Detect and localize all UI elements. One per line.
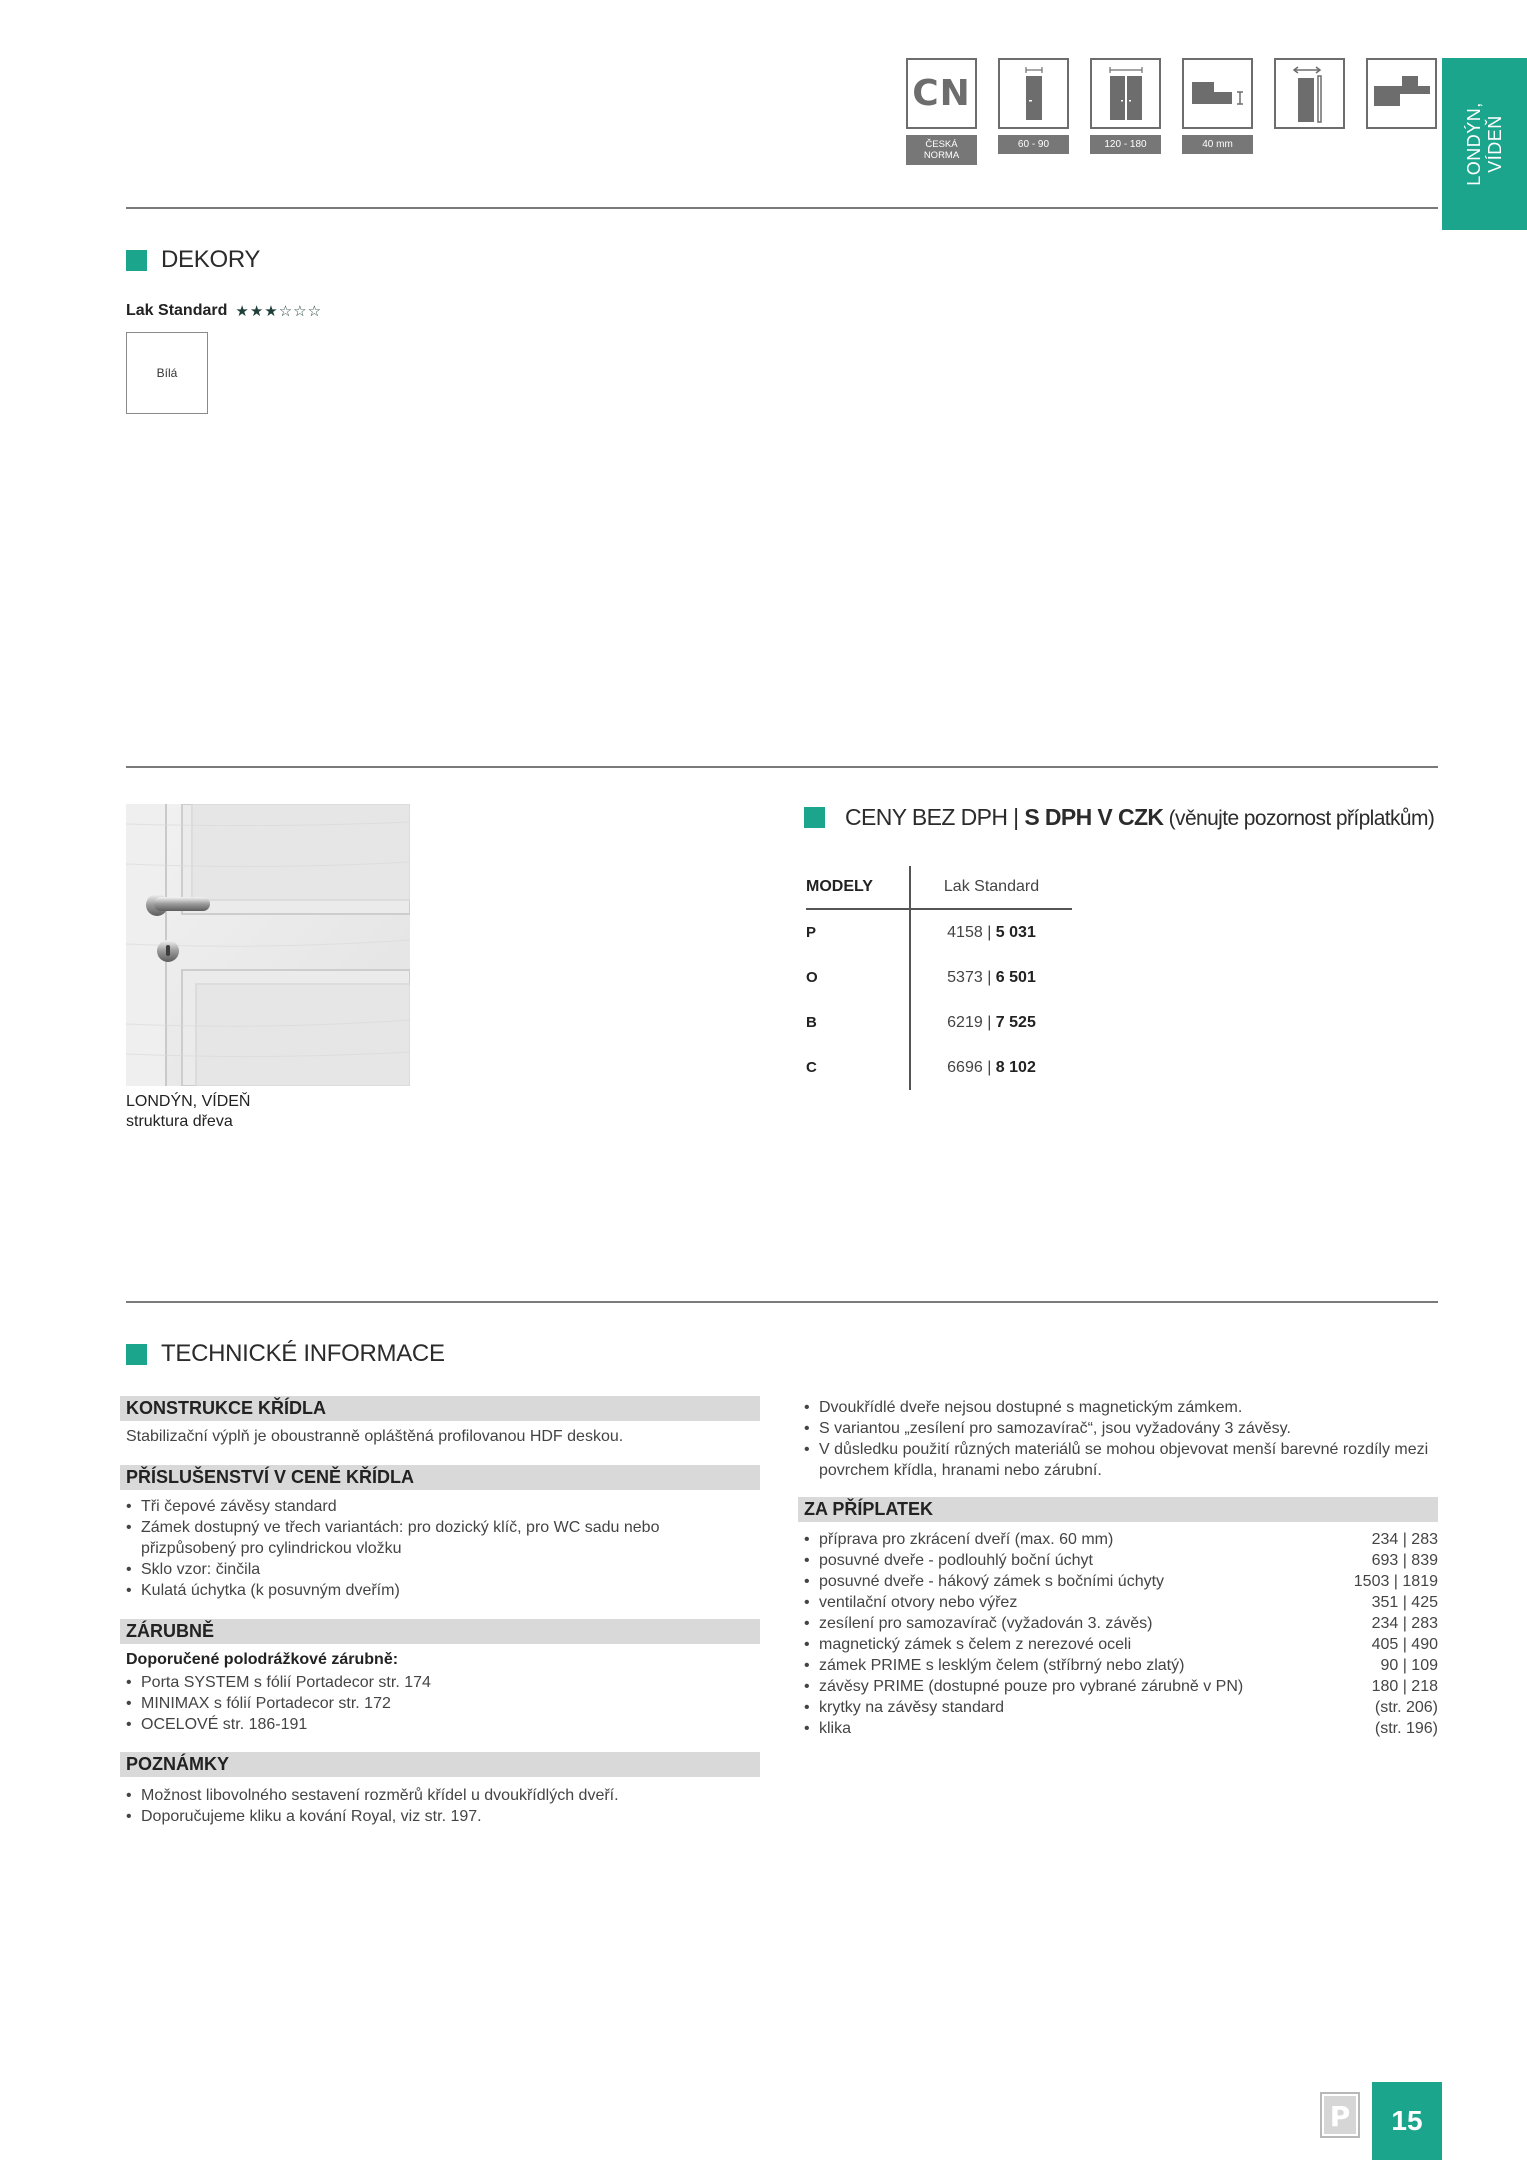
table-row: P 4158 | 5 031 xyxy=(806,910,1072,955)
thickness-icon xyxy=(1182,58,1253,129)
rule-mid xyxy=(126,766,1438,768)
konstrukce-band: KONSTRUKCE KŘÍDLA xyxy=(120,1396,760,1421)
spec-icons xyxy=(906,58,1437,165)
cn-icon: CN xyxy=(906,58,977,129)
list-item: • V důsledku použití různých materiálů se mohou objevovat menší barevné rozdíly mezi povrchem křídla, hranami nebo zárubní. xyxy=(804,1439,1438,1481)
thickness-label: 40 mm xyxy=(1182,135,1253,154)
list-item: • MINIMAX s fólií Portadecor str. 172 xyxy=(126,1693,756,1714)
frame-badge xyxy=(1366,58,1437,165)
rule-top xyxy=(126,207,1438,209)
double-door-icon xyxy=(1090,58,1161,129)
prislusenstvi-band: PŘÍSLUŠENSTVÍ V CENĚ KŘÍDLA xyxy=(120,1465,760,1490)
prislusenstvi-list xyxy=(126,1496,756,1601)
brand-logo-icon xyxy=(1320,2092,1360,2138)
surcharge-list xyxy=(804,1529,1438,1739)
ceska-norma-badge xyxy=(906,58,977,165)
accent-square xyxy=(804,807,825,828)
list-item: • Porta SYSTEM s fólií Portadecor str. 174 xyxy=(126,1672,756,1693)
star-empty-icon: ☆ xyxy=(293,302,307,320)
list-item: • Kulatá úchytka (k posuvným dveřím) xyxy=(126,1580,756,1601)
list-item: • ventilační otvory nebo výřez 351 | 425 xyxy=(804,1592,1438,1613)
list-item: • posuvné dveře - hákový zámek s bočními úchyty 1503 | 1819 xyxy=(804,1571,1438,1592)
dekory-heading: DEKORY xyxy=(126,246,260,274)
poznamky-band: POZNÁMKY xyxy=(120,1752,760,1777)
decor-swatch[interactable] xyxy=(126,332,208,414)
side-tab xyxy=(1442,58,1527,230)
list-item: • posuvné dveře - podlouhlý boční úchyt 693 | 839 xyxy=(804,1550,1438,1571)
accent-square xyxy=(126,1344,147,1365)
rule-bottom xyxy=(126,1301,1438,1303)
table-row: B 6219 | 7 525 xyxy=(806,1000,1072,1045)
list-item: • příprava pro zkrácení dveří (max. 60 mm) 234 | 283 xyxy=(804,1529,1438,1550)
star-empty-icon: ☆ xyxy=(307,302,322,320)
double-door-badge xyxy=(1090,58,1161,165)
swatch-label: Bílá xyxy=(156,366,178,380)
list-item: • Doporučujeme kliku a kování Royal, viz str. 197. xyxy=(126,1806,756,1827)
single-door-label: 60 - 90 xyxy=(998,135,1069,154)
ceska-norma-label: ČESKÁ NORMA xyxy=(906,135,977,165)
side-tab-label: LONDÝN, VÍDEŇ xyxy=(1463,102,1505,186)
single-door-badge xyxy=(998,58,1069,165)
price-table-header: MODELY Lak Standard xyxy=(806,866,1072,910)
rating-stars xyxy=(235,304,321,319)
svg-text:P: P xyxy=(1329,2100,1351,2133)
zarubne-list xyxy=(126,1672,756,1735)
single-door-icon xyxy=(998,58,1069,129)
list-item: • S variantou „zesílení pro samozavírač“, jsou vyžadovány 3 závěsy. xyxy=(804,1418,1438,1439)
sliding-door-icon xyxy=(1274,58,1345,129)
list-item: • Sklo vzor: činčila xyxy=(126,1559,756,1580)
list-item: • Možnost libovolného sestavení rozměrů křídel u dvoukřídlých dveří. xyxy=(126,1785,756,1806)
list-item: • Dvoukřídlé dveře nejsou dostupné s magnetickým zámkem. xyxy=(804,1397,1438,1418)
finish-name: Lak Standard xyxy=(126,302,228,319)
priplatek-band: ZA PŘÍPLATEK xyxy=(798,1497,1438,1522)
sliding-door-badge xyxy=(1274,58,1345,165)
door-caption: LONDÝN, VÍDEŇ struktura dřeva xyxy=(126,1093,251,1130)
price-table xyxy=(806,866,1072,1090)
list-item: • Zámek dostupný ve třech variantách: pro dozický klíč, pro WC sadu nebo přizpůsobený pro cylindrickou vložku xyxy=(126,1517,756,1559)
prices-heading: CENY BEZ DPH | S DPH V CZK (věnujte pozornost příplatkům) xyxy=(804,804,1434,831)
star-filled-icon: ★ xyxy=(249,302,264,320)
konstrukce-text: Stabilizační výplň je oboustranně opláštěná profilovanou HDF deskou. xyxy=(126,1428,624,1445)
list-item: • závěsy PRIME (dostupné pouze pro vybrané zárubně v PN) 180 | 218 xyxy=(804,1676,1438,1697)
poznamky-list xyxy=(126,1785,756,1827)
star-empty-icon: ☆ xyxy=(278,302,293,320)
thickness-badge xyxy=(1182,58,1253,165)
star-filled-icon: ★ xyxy=(264,302,278,320)
frame-icon xyxy=(1366,58,1437,129)
tech-heading: TECHNICKÉ INFORMACE xyxy=(126,1340,445,1368)
notes-list xyxy=(804,1397,1438,1481)
accent-square xyxy=(126,250,147,271)
double-door-label: 120 - 180 xyxy=(1090,135,1161,154)
finish-line xyxy=(126,302,321,320)
table-row: O 5373 | 6 501 xyxy=(806,955,1072,1000)
list-item: • klika (str. 196) xyxy=(804,1718,1438,1739)
list-item: • Tři čepové závěsy standard xyxy=(126,1496,756,1517)
list-item: • magnetický zámek s čelem z nerezové oceli 405 | 490 xyxy=(804,1634,1438,1655)
table-row: C 6696 | 8 102 xyxy=(806,1045,1072,1090)
star-filled-icon: ★ xyxy=(235,302,249,320)
list-item: • OCELOVÉ str. 186-191 xyxy=(126,1714,756,1735)
list-item: • krytky na závěsy standard (str. 206) xyxy=(804,1697,1438,1718)
door-photo xyxy=(126,804,410,1086)
zarubne-subtitle: Doporučené polodrážkové zárubně: xyxy=(126,1651,399,1668)
list-item: • zámek PRIME s lesklým čelem (stříbrný nebo zlatý) 90 | 109 xyxy=(804,1655,1438,1676)
page-number: 15 xyxy=(1372,2082,1442,2160)
list-item: • zesílení pro samozavírač (vyžadován 3. závěs) 234 | 283 xyxy=(804,1613,1438,1634)
zarubne-band: ZÁRUBNĚ xyxy=(120,1619,760,1644)
